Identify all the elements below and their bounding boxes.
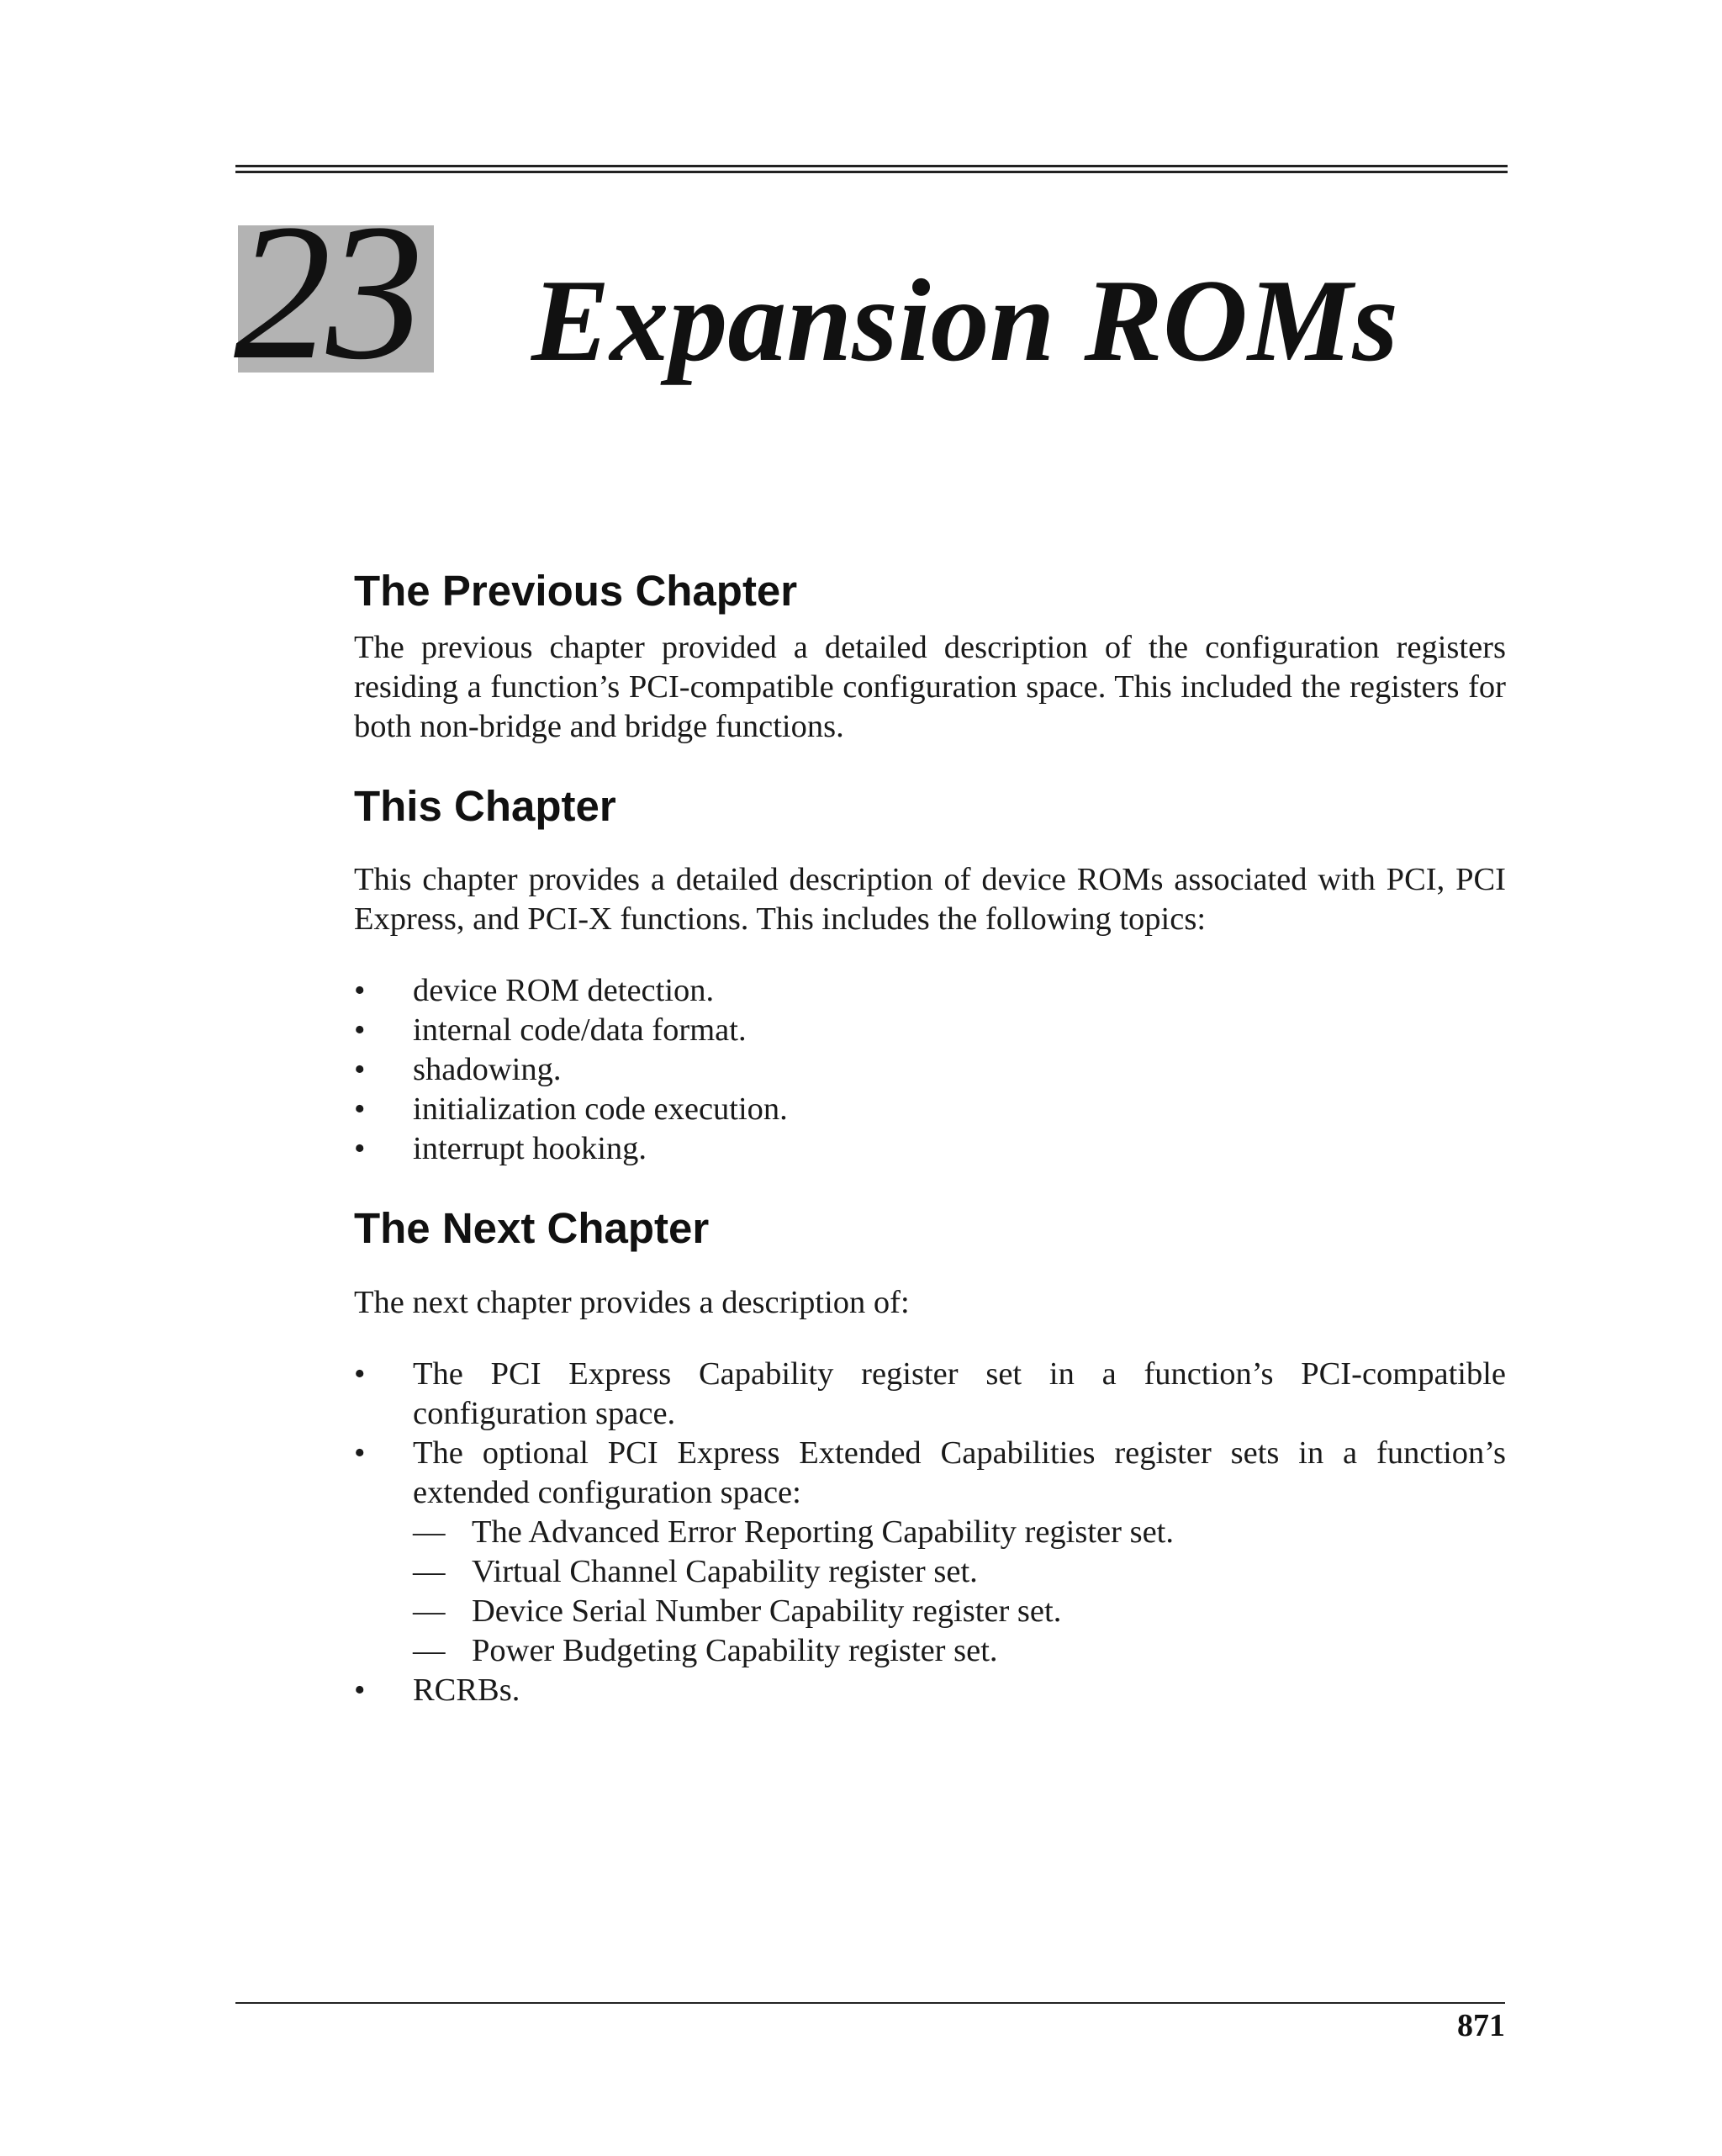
extended-capabilities-sublist xyxy=(413,1513,1506,1671)
list-item: — Device Serial Number Capability register set. xyxy=(413,1592,1506,1631)
previous-chapter-paragraph: The previous chapter provided a detailed description of the configuration registers residing a function’s PCI-compatible configuration space. This included the registers for both non-bridge and bridge functions. xyxy=(354,630,1506,745)
bullet-icon: • xyxy=(354,1052,366,1088)
this-chapter-paragraph: This chapter provides a detailed description of device ROMs associated with PCI, PCI Express, and PCI-X functions. This includes the following topics: xyxy=(354,862,1506,938)
list-item: • initialization code execution. xyxy=(354,1090,1506,1129)
bullet-icon: • xyxy=(354,1091,366,1128)
this-chapter-topics xyxy=(354,971,1506,1169)
header-rule-top xyxy=(235,165,1508,167)
list-item: • The PCI Express Capability register set in a function’s PCI-compatible configuration space. xyxy=(354,1355,1506,1431)
next-chapter-topics xyxy=(354,1355,1506,1710)
chapter-content xyxy=(354,565,1506,1710)
list-item: — Power Budgeting Capability register set. xyxy=(413,1631,1506,1671)
list-item: • The optional PCI Express Extended Capabilities register sets in a function’s extended configuration space: — The Advanced Error Reporting Capability register set. — Virtual Channel Capability register set. — Device Serial Number Capability register set. — Power Budgeting Capability register set. xyxy=(354,1434,1506,1671)
footer-rule xyxy=(235,2002,1505,2004)
dash-icon: — xyxy=(413,1593,446,1629)
this-chapter-heading: This Chapter xyxy=(354,782,616,831)
bullet-icon: • xyxy=(354,1131,366,1167)
bullet-icon: • xyxy=(354,973,366,1009)
list-item: • device ROM detection. xyxy=(354,971,1506,1011)
bullet-icon: • xyxy=(354,1435,366,1471)
list-item: • internal code/data format. xyxy=(354,1011,1506,1050)
dash-icon: — xyxy=(413,1632,446,1668)
list-item: • shadowing. xyxy=(354,1050,1506,1090)
list-item: — Virtual Channel Capability register set. xyxy=(413,1552,1506,1592)
dash-icon: — xyxy=(413,1553,446,1589)
list-item: • interrupt hooking. xyxy=(354,1129,1506,1169)
next-chapter-heading: The Next Chapter xyxy=(354,1204,710,1253)
bullet-icon: • xyxy=(354,1012,366,1049)
bullet-icon: • xyxy=(354,1355,366,1392)
chapter-title: Expansion ROMs xyxy=(531,256,1398,386)
bullet-icon: • xyxy=(354,1672,366,1708)
previous-chapter-heading: The Previous Chapter xyxy=(354,567,798,615)
list-item: — The Advanced Error Reporting Capability register set. xyxy=(413,1513,1506,1552)
chapter-number: 23 xyxy=(234,184,419,400)
page-number: 871 xyxy=(1457,2008,1505,2043)
header-rule-bottom xyxy=(235,171,1508,173)
list-item: • RCRBs. xyxy=(354,1671,1506,1710)
next-chapter-paragraph: The next chapter provides a description of: xyxy=(354,1284,910,1320)
dash-icon: — xyxy=(413,1514,446,1550)
